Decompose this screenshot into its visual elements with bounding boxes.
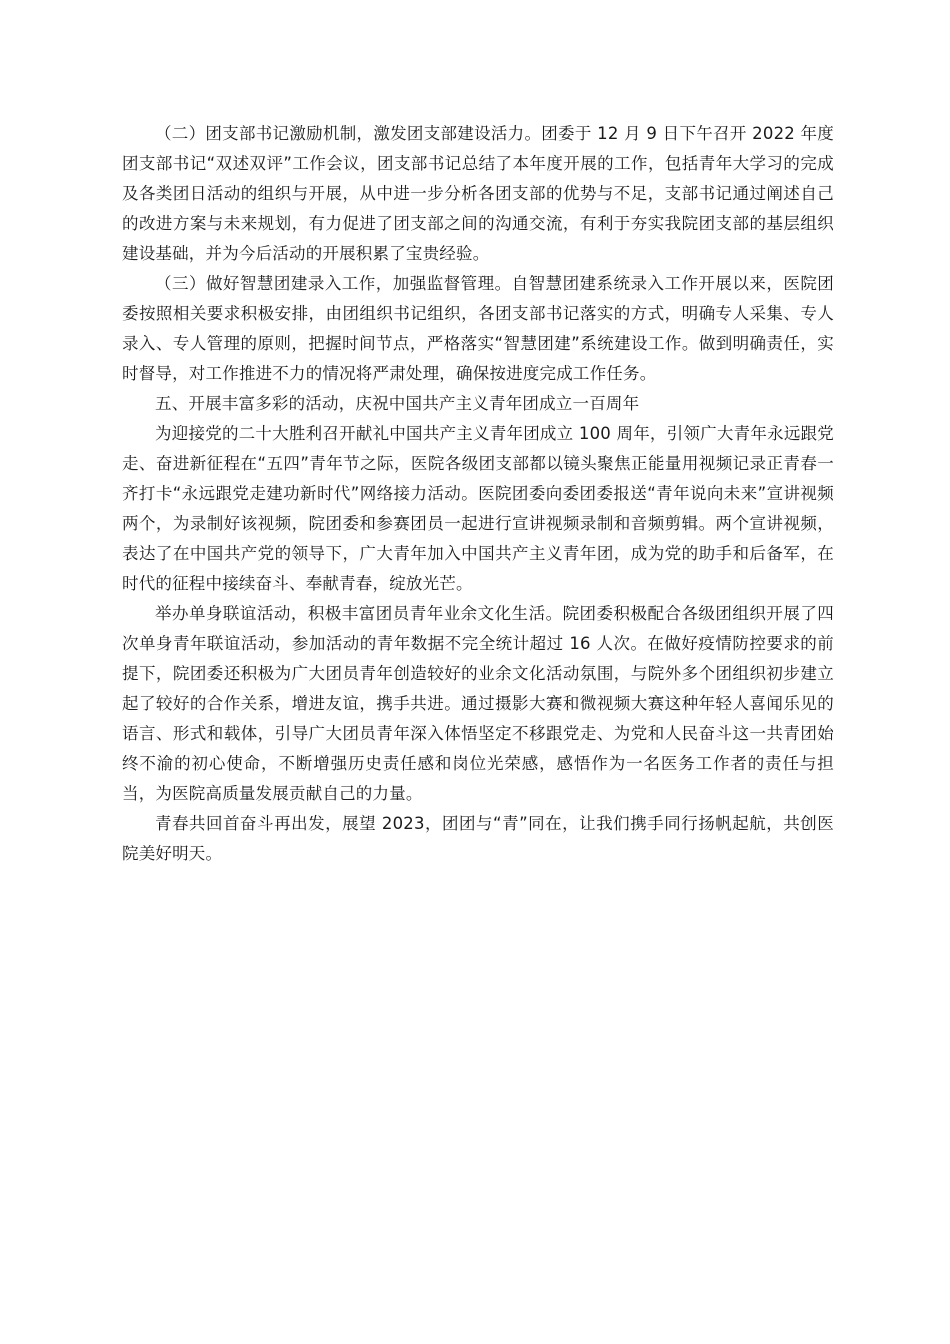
section-heading-activities: 五、开展丰富多彩的活动，庆祝中国共产主义青年团成立一百周年 bbox=[155, 394, 640, 413]
paragraph-tuanzhibu-shuji: （二）团支部书记激励机制，激发团支部建设活力。团委于 12 月 9 日下午召开 2022 年度团支部书记“双述双评”工作会议，团支部书记总结了本年度开展的工作，包括青年大学习的完成及各类团日活动的组织与开展，从中进一步分析各团支部的优势与不足，支部书记通过阐述自己的改进方案与未来规划，有力促进了团支部之间的沟通交流，有利于夯实我院团支部的基层组织建设基础，并为今后活动的开展积累了宝贵经验。 bbox=[122, 124, 834, 263]
document-body bbox=[122, 119, 834, 869]
paragraph-lianyi-activity: 举办单身联谊活动，积极丰富团员青年业余文化生活。院团委积极配合各级团组织开展了四次单身青年联谊活动，参加活动的青年数据不完全统计超过 16 人次。在做好疫情防控要求的前提下，院团委还积极为广大团员青年创造较好的业余文化活动氛围，与院外多个团组织初步建立起了较好的合作关系，增进友谊，携手共进。通过摄影大赛和微视频大赛这种年轻人喜闻乐见的语言、形式和载体，引导广大团员青年深入体悟坚定不移跟党走、为党和人民奋斗这一共青团始终不渝的初心使命，不断增强历史责任感和岗位光荣感，感悟作为一名医务工作者的责任与担当，为医院高质量发展贡献自己的力量。 bbox=[122, 604, 834, 803]
paragraph-wusi-activity: 为迎接党的二十大胜利召开献礼中国共产主义青年团成立 100 周年，引领广大青年永远跟党走、奋进新征程在“五四”青年节之际，医院各级团支部都以镜头聚焦正能量用视频记录正青春一齐打卡“永远跟党走建功新时代”网络接力活动。医院团委向委团委报送“青年说向未来”宣讲视频两个，为录制好该视频，院团委和参赛团员一起进行宣讲视频录制和音频剪辑。两个宣讲视频，表达了在中国共产党的领导下，广大青年加入中国共产主义青年团，成为党的助手和后备军，在时代的征程中接续奋斗、奉献青春，绽放光芒。 bbox=[122, 424, 834, 593]
paragraph-zhihui-tuanjian: （三）做好智慧团建录入工作，加强监督管理。自智慧团建系统录入工作开展以来，医院团委按照相关要求积极安排，由团组织书记组织，各团支部书记落实的方式，明确专人采集、专人录入、专人管理的原则，把握时间节点，严格落实“智慧团建”系统建设工作。做到明确责任，实时督导，对工作推进不力的情况将严肃处理，确保按进度完成工作任务。 bbox=[122, 274, 834, 383]
paragraph-closing: 青春共回首奋斗再出发，展望 2023，团团与“青”同在，让我们携手同行扬帆起航，共创医院美好明天。 bbox=[122, 814, 834, 863]
